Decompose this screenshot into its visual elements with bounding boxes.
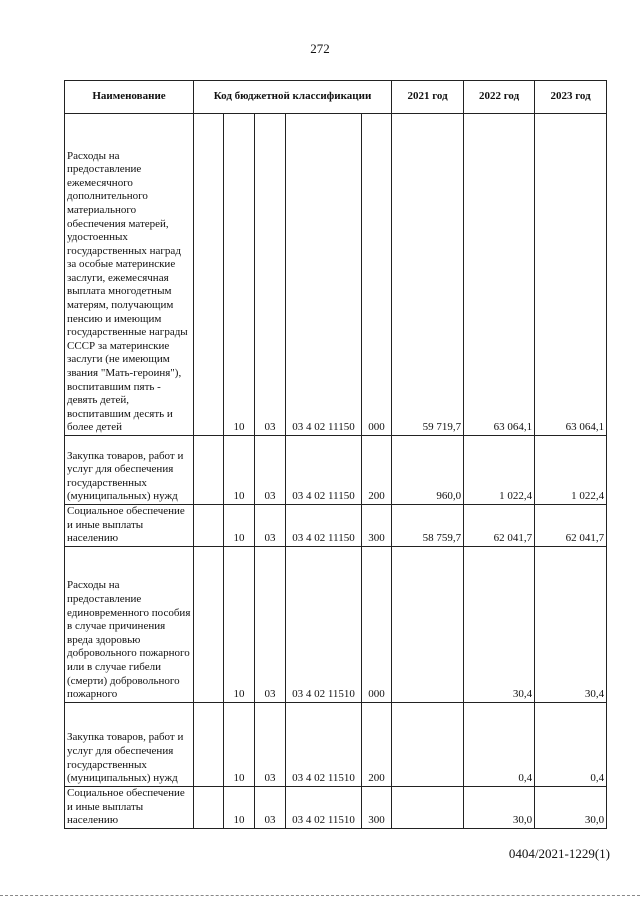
code-subsection: 03 bbox=[255, 505, 286, 547]
header-code: Код бюджетной классификации bbox=[194, 81, 392, 114]
code-target: 03 4 02 11150 bbox=[286, 505, 362, 547]
code-target: 03 4 02 11510 bbox=[286, 546, 362, 702]
code-target: 03 4 02 11510 bbox=[286, 702, 362, 786]
value-2022: 63 064,1 bbox=[464, 114, 535, 436]
row-name: Закупка товаров, работ и услуг для обеспечения государственных (муниципальных) нужд bbox=[65, 436, 194, 505]
code-cell-1 bbox=[194, 702, 224, 786]
code-cell-1 bbox=[194, 786, 224, 828]
value-2021 bbox=[392, 702, 464, 786]
code-section: 10 bbox=[224, 786, 255, 828]
code-section: 10 bbox=[224, 114, 255, 436]
value-2021 bbox=[392, 786, 464, 828]
budget-table bbox=[64, 80, 607, 829]
value-2022: 62 041,7 bbox=[464, 505, 535, 547]
code-type: 200 bbox=[362, 702, 392, 786]
value-2022: 0,4 bbox=[464, 702, 535, 786]
table-row bbox=[65, 546, 607, 702]
code-cell-1 bbox=[194, 114, 224, 436]
code-section: 10 bbox=[224, 546, 255, 702]
code-target: 03 4 02 11150 bbox=[286, 114, 362, 436]
code-section: 10 bbox=[224, 702, 255, 786]
value-2021: 58 759,7 bbox=[392, 505, 464, 547]
row-name: Закупка товаров, работ и услуг для обеспечения государственных (муниципальных) нужд bbox=[65, 702, 194, 786]
code-subsection: 03 bbox=[255, 786, 286, 828]
code-cell-1 bbox=[194, 436, 224, 505]
table-row bbox=[65, 505, 607, 547]
value-2023: 0,4 bbox=[535, 702, 607, 786]
value-2021: 59 719,7 bbox=[392, 114, 464, 436]
table-row bbox=[65, 436, 607, 505]
document-code: 0404/2021-1229(1) bbox=[508, 846, 610, 861]
code-target: 03 4 02 11510 bbox=[286, 786, 362, 828]
table-row bbox=[65, 786, 607, 828]
table-row bbox=[65, 114, 607, 436]
code-section: 10 bbox=[224, 505, 255, 547]
code-type: 200 bbox=[362, 436, 392, 505]
value-2022: 30,0 bbox=[464, 786, 535, 828]
page-number: 272 bbox=[310, 41, 330, 56]
value-2023: 62 041,7 bbox=[535, 505, 607, 547]
value-2021: 960,0 bbox=[392, 436, 464, 505]
code-cell-1 bbox=[194, 546, 224, 702]
value-2023: 30,0 bbox=[535, 786, 607, 828]
code-type: 300 bbox=[362, 505, 392, 547]
code-cell-1 bbox=[194, 505, 224, 547]
table-header-row bbox=[65, 81, 607, 114]
code-type: 000 bbox=[362, 546, 392, 702]
code-subsection: 03 bbox=[255, 114, 286, 436]
code-subsection: 03 bbox=[255, 436, 286, 505]
row-name: Социальное обеспечение и иные выплаты населению bbox=[65, 786, 194, 828]
code-target: 03 4 02 11150 bbox=[286, 436, 362, 505]
value-2021 bbox=[392, 546, 464, 702]
row-name: Расходы на предоставление ежемесячного дополнительного материального обеспечения матерей, удостоенных государственных наград за особые материнские заслуги, ежемесячная выплата многодетным матерям, получающим пенсию и имеющим государственные награды СССР за материнские заслуги (не имеющим звания "Мать-героиня"), воспитавшим пять - девять детей, воспитавшим десять и более детей bbox=[65, 114, 194, 436]
value-2022: 30,4 bbox=[464, 546, 535, 702]
code-type: 300 bbox=[362, 786, 392, 828]
row-name: Социальное обеспечение и иные выплаты населению bbox=[65, 505, 194, 547]
header-2021: 2021 год bbox=[392, 81, 464, 114]
value-2023: 30,4 bbox=[535, 546, 607, 702]
code-section: 10 bbox=[224, 436, 255, 505]
code-subsection: 03 bbox=[255, 702, 286, 786]
value-2023: 1 022,4 bbox=[535, 436, 607, 505]
header-name: Наименование bbox=[65, 81, 194, 114]
value-2022: 1 022,4 bbox=[464, 436, 535, 505]
header-2023: 2023 год bbox=[535, 81, 607, 114]
scan-edge-divider bbox=[0, 895, 640, 896]
header-2022: 2022 год bbox=[464, 81, 535, 114]
code-type: 000 bbox=[362, 114, 392, 436]
code-subsection: 03 bbox=[255, 546, 286, 702]
row-name: Расходы на предоставление единовременного пособия в случае причинения вреда здоровью добровольного пожарного или в случае гибели (смерти) добровольного пожарного bbox=[65, 546, 194, 702]
value-2023: 63 064,1 bbox=[535, 114, 607, 436]
table-row bbox=[65, 702, 607, 786]
